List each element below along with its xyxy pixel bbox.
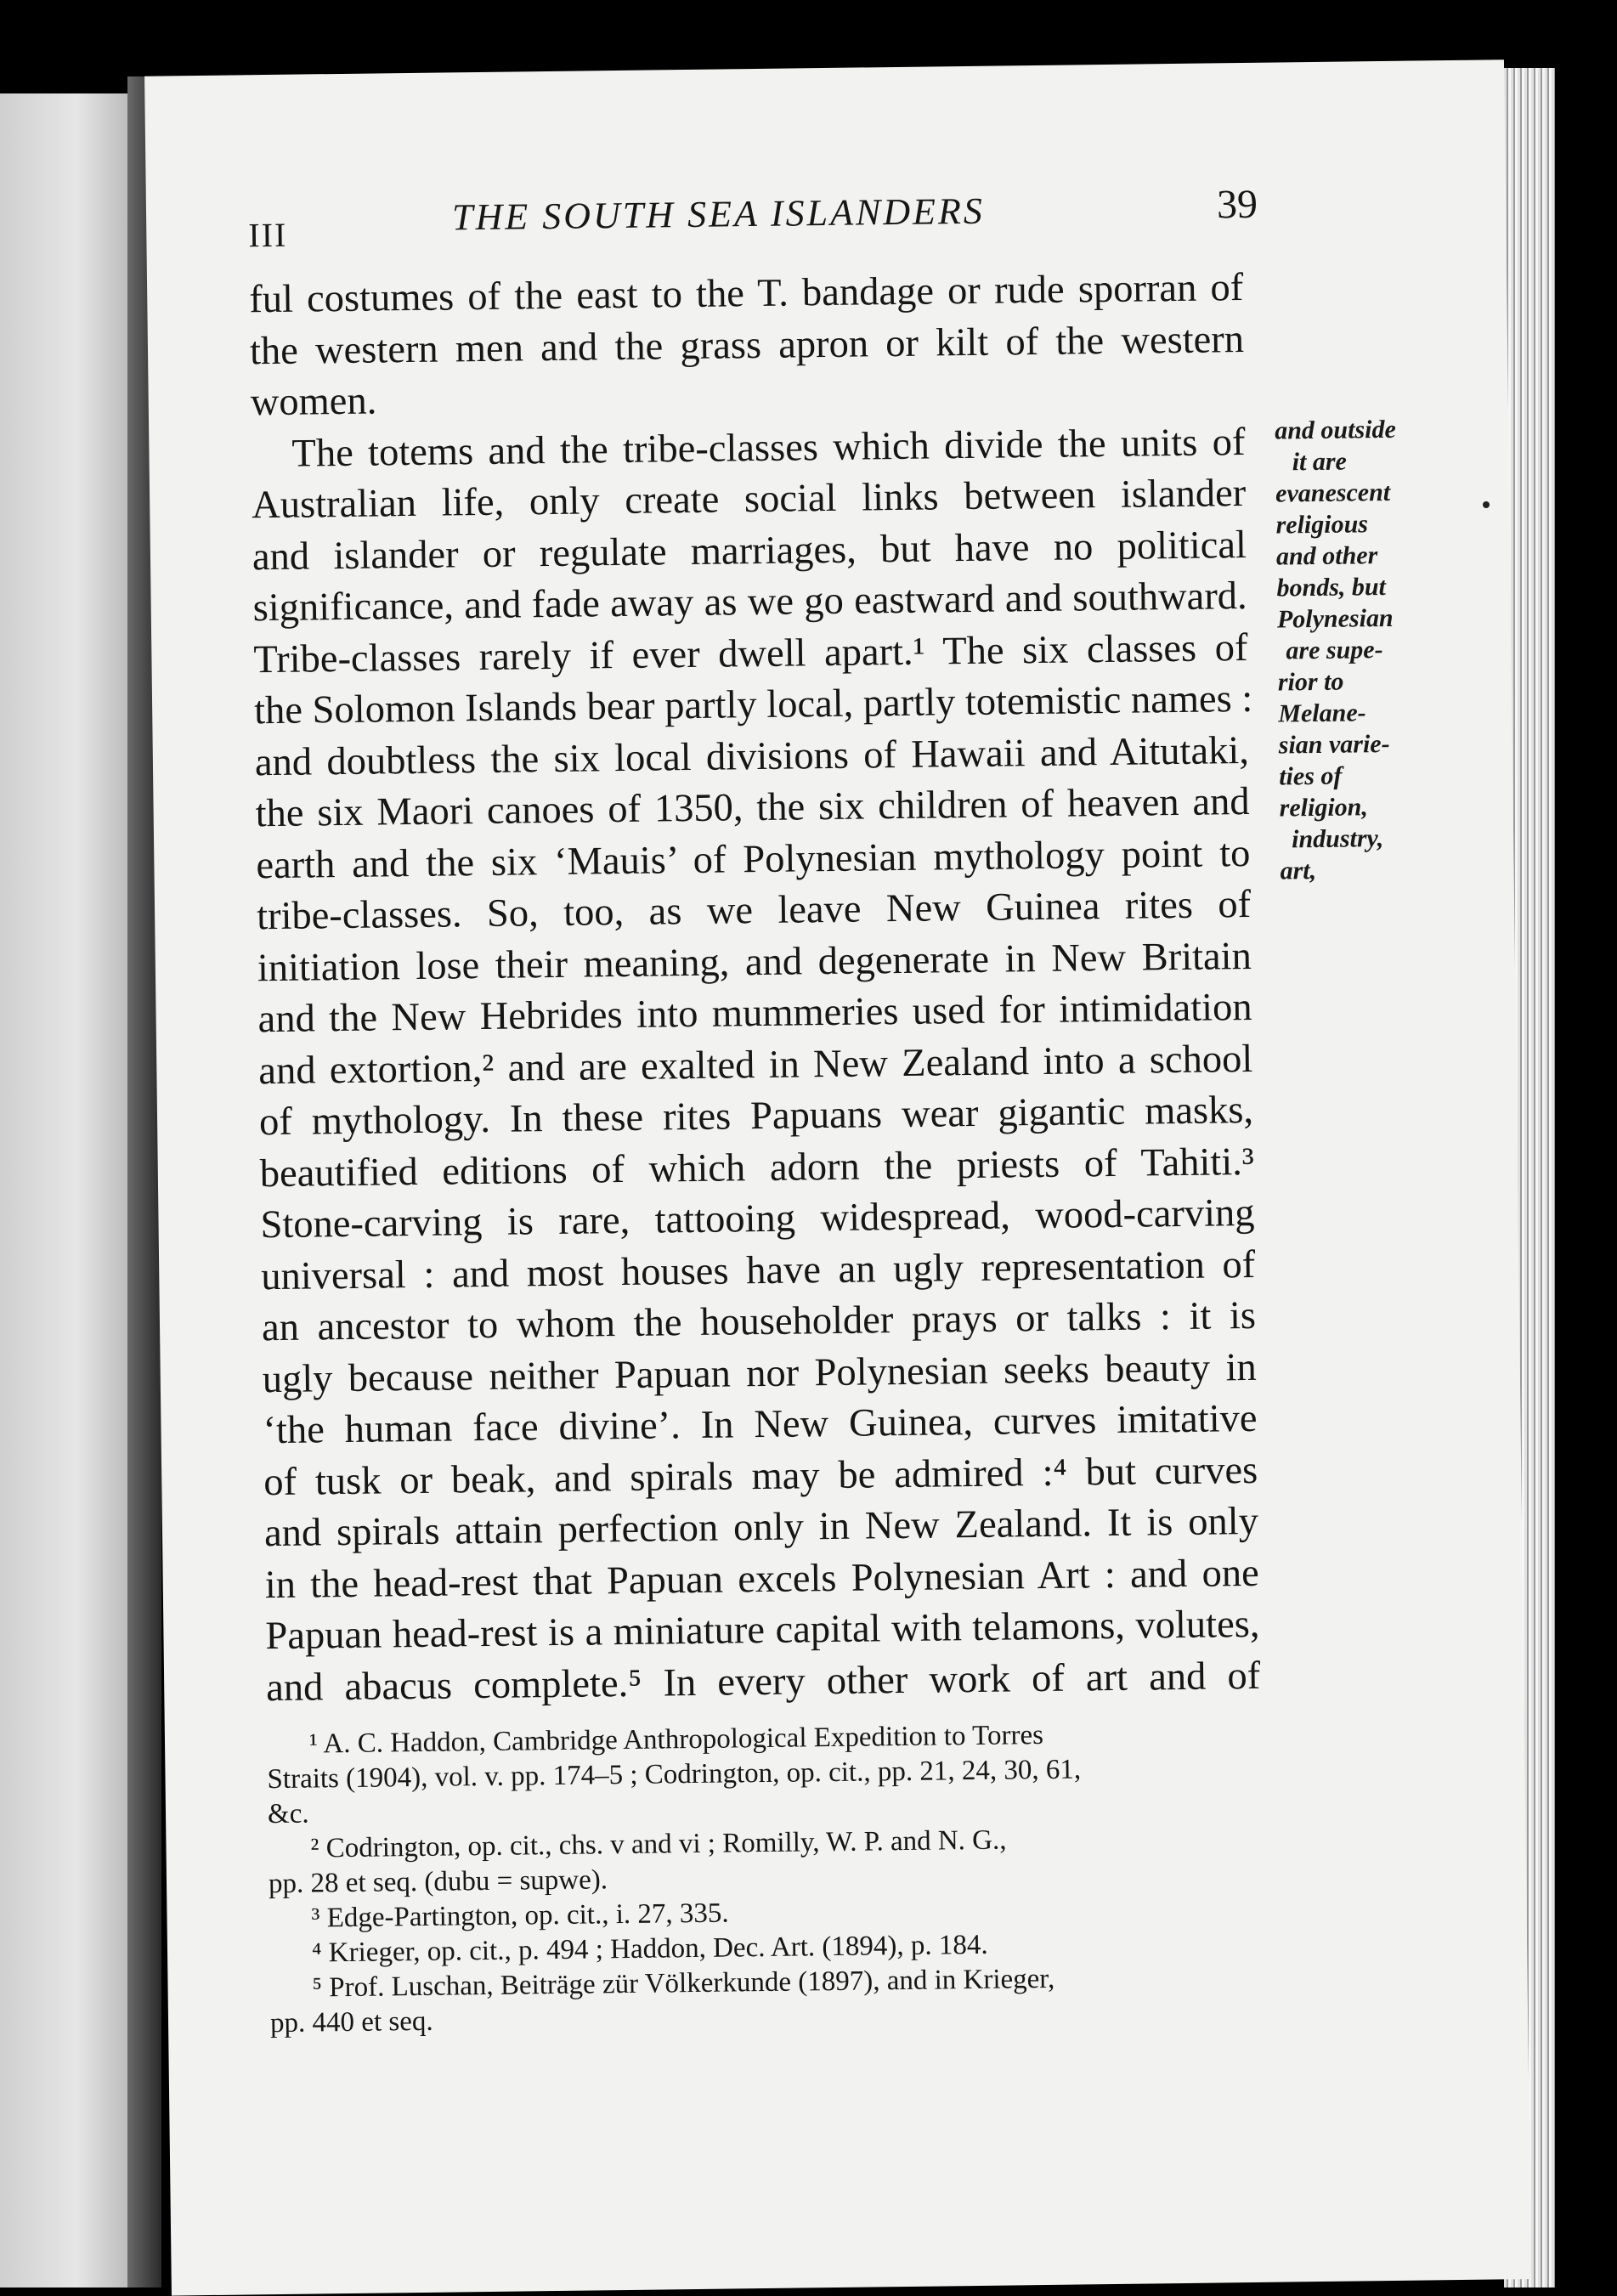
body-line: initiation lose their meaning, and degenerate in New Britain — [257, 934, 1252, 990]
margin-note-line: industry, — [1291, 824, 1384, 854]
body-line: significance, and fade away as we go eastward and southward. — [252, 574, 1247, 631]
chapter-number: III — [248, 215, 288, 255]
running-title: THE SOUTH SEA ISLANDERS — [451, 189, 986, 239]
margin-note — [1275, 413, 1442, 886]
margin-note-line: ties of — [1279, 761, 1343, 791]
body-line: the Solomon Islands bear partly local, partly totemistic names : — [253, 676, 1253, 733]
body-text — [249, 263, 1261, 1714]
margin-note-line: art, — [1280, 856, 1317, 885]
margin-note-line: Polynesian — [1276, 603, 1394, 634]
body-line: of tusk or beak, and spirals may be admired :⁴ but curves — [263, 1448, 1258, 1504]
body-line: The totems and the tribe-classes which divide the units of — [291, 420, 1246, 476]
book-page — [144, 59, 1531, 2295]
scan-speck — [1483, 501, 1490, 508]
margin-note-line: religious — [1275, 510, 1369, 540]
margin-note-line: sian varie- — [1278, 729, 1390, 760]
body-line: an ancestor to whom the householder prays or talks : it is — [261, 1293, 1257, 1350]
footnote-line: ¹ A. C. Haddon, Cambridge Anthropological Expedition to Torres — [308, 1719, 1044, 1760]
body-line: and extortion,² and are exalted in New Zealand into a school — [258, 1037, 1253, 1093]
running-header — [248, 181, 1388, 257]
body-line: ugly because neither Papuan nor Polynesian seeks beauty in — [262, 1345, 1258, 1401]
body-line: and spirals attain perfection only in New Zealand. It is only — [263, 1499, 1259, 1556]
body-line: ful costumes of the east to the T. bandage or rude sporran of — [248, 265, 1244, 322]
body-line: and doubtless the six local divisions of Hawaii and Aitutaki, — [254, 728, 1250, 784]
footnote-line: ³ Edge-Partington, op. cit., i. 27, 335. — [311, 1897, 729, 1934]
body-line: Papuan head-rest is a miniature capital with telamons, volutes, — [265, 1602, 1260, 1659]
body-line: in the head-rest that Papuan excels Polynesian Art : and one — [264, 1551, 1259, 1607]
margin-note-line: are supe- — [1286, 636, 1383, 665]
footnote-line: ⁴ Krieger, op. cit., p. 494 ; Haddon, Dec. Art. (1894), p. 184. — [311, 1929, 988, 1969]
body-line: Stone-carving is rare, tattooing widespread, wood-carving — [260, 1190, 1255, 1247]
body-line: of mythology. In these rites Papuans wear gigantic masks, — [258, 1088, 1254, 1145]
body-line: tribe-classes. So, too, as we leave New Guinea rites of — [256, 882, 1252, 939]
footnote-line: pp. 440 et seq. — [269, 2005, 433, 2039]
footnotes — [267, 1716, 1273, 2041]
body-line: women. — [250, 379, 377, 425]
margin-note-line: rior to — [1277, 667, 1344, 697]
body-line: and the New Hebrides into mummeries used for intimidation — [257, 985, 1252, 1042]
body-line: earth and the six ‘Mauis’ of Polynesian mythology point to — [256, 831, 1251, 887]
footnote-line: &c. — [267, 1798, 309, 1830]
facing-page-edge — [0, 93, 127, 2288]
page-number: 39 — [1216, 181, 1258, 228]
margin-note-line: bonds, but — [1276, 572, 1387, 602]
margin-note-line: religion, — [1279, 793, 1369, 823]
margin-note-line: it are — [1292, 447, 1348, 477]
body-line: beautified editions of which adorn the priests of Tahiti.³ — [259, 1140, 1255, 1196]
footnote-line: Straits (1904), vol. v. pp. 174–5 ; Codrington, op. cit., pp. 21, 24, 30, 61, — [267, 1754, 1082, 1796]
footnote-line: ⁵ Prof. Luschan, Beiträge zür Völkerkunde (1897), and in Krieger, — [312, 1963, 1055, 2004]
footnote-line: pp. 28 et seq. (dubu = supwe). — [268, 1864, 608, 1900]
body-line: ‘the human face divine’. In New Guinea, curves imitative — [263, 1396, 1258, 1453]
body-line: the western men and the grass apron or kilt of the western — [249, 317, 1245, 373]
body-line: and abacus complete.⁵ In every other work of art and of — [265, 1654, 1261, 1710]
margin-note-line: Melane- — [1278, 698, 1366, 728]
body-line: universal : and most houses have an ugly representation of — [261, 1242, 1256, 1298]
body-line: Australian life, only create social links between islander — [251, 471, 1247, 528]
margin-note-line: evanescent — [1275, 478, 1391, 508]
body-line: and islander or regulate marriages, but have no political — [252, 523, 1247, 579]
body-line: Tribe-classes rarely if ever dwell apart.¹ The six classes of — [253, 625, 1248, 681]
body-line: the six Maori canoes of 1350, the six children of heaven and — [255, 779, 1250, 836]
footnote-line: ² Codrington, op. cit., chs. v and vi ; Romilly, W. P. and N. G., — [310, 1824, 1007, 1864]
margin-note-line: and outside — [1275, 415, 1396, 445]
margin-note-line: and other — [1275, 541, 1378, 571]
